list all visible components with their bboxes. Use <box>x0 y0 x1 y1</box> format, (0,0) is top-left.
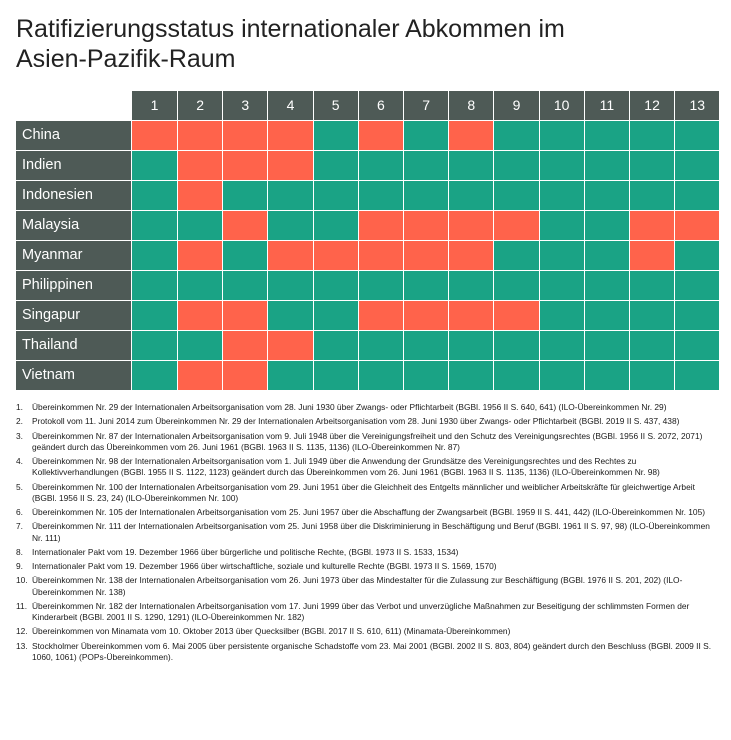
ratification-table <box>16 91 716 391</box>
footnote-item <box>16 416 718 427</box>
status-cell-indonesien-11 <box>585 181 630 211</box>
status-cell-vietnam-6 <box>359 361 404 391</box>
status-cell-philippinen-13 <box>675 271 720 301</box>
header-row <box>16 91 716 121</box>
status-cell-indonesien-7 <box>404 181 449 211</box>
status-cell-thailand-10 <box>540 331 585 361</box>
status-cell-indien-9 <box>494 151 539 181</box>
footnote-item <box>16 456 718 478</box>
footnote-number: 5. <box>16 481 23 492</box>
chart-title <box>16 14 716 74</box>
status-cell-vietnam-9 <box>494 361 539 391</box>
status-cell-malaysia-13 <box>675 211 720 241</box>
column-header-5: 5 <box>314 91 359 121</box>
status-cell-china-8 <box>449 121 494 151</box>
status-cell-thailand-8 <box>449 331 494 361</box>
status-cell-thailand-4 <box>268 331 313 361</box>
footnote-text: Internationaler Pakt vom 19. Dezember 1966 über bürgerliche und politische Rechte, (BGBl. 1973 II S. 1533, 1534) <box>32 546 459 557</box>
status-cell-indien-5 <box>314 151 359 181</box>
status-cell-philippinen-4 <box>268 271 313 301</box>
status-cell-philippinen-11 <box>585 271 630 301</box>
column-header-11: 11 <box>585 91 630 121</box>
footnote-item <box>16 575 718 597</box>
status-cell-malaysia-12 <box>630 211 675 241</box>
status-cell-myanmar-2 <box>178 241 223 271</box>
footnote-text: Protokoll vom 11. Juni 2014 zum Übereinkommen Nr. 29 der Internationalen Arbeitsorganisation vom 28. Juni 1930 über Zwangs- oder Pflichtarbeit (BGBl. 2019 II S. 437, 438) <box>32 416 680 427</box>
footnote-text: Übereinkommen Nr. 111 der Internationalen Arbeitsorganisation vom 25. Juni 1958 über die Diskriminierung in Beschäftigung und Beruf (BGBl. 1961 II S. 97, 98) (ILO-Übereinkommen Nr. 111) <box>32 521 710 543</box>
status-cell-myanmar-13 <box>675 241 720 271</box>
footnote-text: Übereinkommen Nr. 105 der Internationalen Arbeitsorganisation vom 25. Juni 1957 über die Abschaffung der Zwangsarbeit (BGBl. 1959 II S. 441, 442) (ILO-Übereinkommen Nr. 105) <box>32 507 706 518</box>
status-cell-indien-3 <box>223 151 268 181</box>
status-cell-malaysia-3 <box>223 211 268 241</box>
footnote-text: Internationaler Pakt vom 19. Dezember 1966 über wirtschaftliche, soziale und kulturelle Rechte (BGBl. 1973 II S. 1569, 1570) <box>32 561 497 572</box>
footnote-text: Übereinkommen von Minamata vom 10. Oktober 2013 über Quecksilber (BGBl. 2017 II S. 610, 611) (Minamata-Übereinkommen) <box>32 626 511 637</box>
status-cell-china-2 <box>178 121 223 151</box>
status-cell-indien-1 <box>132 151 178 181</box>
status-cell-malaysia-9 <box>494 211 539 241</box>
status-cell-indien-11 <box>585 151 630 181</box>
table-row <box>16 121 716 151</box>
footnote-item <box>16 431 718 453</box>
status-cell-philippinen-9 <box>494 271 539 301</box>
footnote-item <box>16 482 718 504</box>
status-cell-indien-7 <box>404 151 449 181</box>
status-cell-myanmar-5 <box>314 241 359 271</box>
status-cell-vietnam-2 <box>178 361 223 391</box>
status-cell-china-1 <box>132 121 178 151</box>
table-row <box>16 211 716 241</box>
footnote-number: 8. <box>16 546 23 557</box>
row-label-indien: Indien <box>16 151 132 181</box>
footnote-item <box>16 521 718 543</box>
footnote-number: 11. <box>16 600 28 611</box>
status-cell-myanmar-7 <box>404 241 449 271</box>
row-label-indonesien: Indonesien <box>16 181 132 211</box>
status-cell-singapur-8 <box>449 301 494 331</box>
footnote-item <box>16 641 718 663</box>
status-cell-china-12 <box>630 121 675 151</box>
status-cell-vietnam-1 <box>132 361 178 391</box>
status-cell-malaysia-8 <box>449 211 494 241</box>
footnote-number: 6. <box>16 507 23 518</box>
status-cell-singapur-3 <box>223 301 268 331</box>
table-row <box>16 181 716 211</box>
footnote-item <box>16 601 718 623</box>
status-cell-philippinen-10 <box>540 271 585 301</box>
status-cell-thailand-7 <box>404 331 449 361</box>
status-cell-singapur-6 <box>359 301 404 331</box>
footnote-number: 1. <box>16 402 23 412</box>
footnote-text: Übereinkommen Nr. 29 der Internationalen Arbeitsorganisation vom 28. Juni 1930 über Zwangs- oder Pflichtarbeit (BGBl. 1956 II S. 640, 641) (ILO-Übereinkommen Nr. 29) <box>32 402 667 412</box>
status-cell-philippinen-1 <box>132 271 178 301</box>
footnote-number: 2. <box>16 416 23 427</box>
status-cell-vietnam-10 <box>540 361 585 391</box>
footnote-number: 9. <box>16 561 23 572</box>
status-cell-malaysia-2 <box>178 211 223 241</box>
column-header-6: 6 <box>359 91 404 121</box>
status-cell-malaysia-5 <box>314 211 359 241</box>
column-header-7: 7 <box>404 91 449 121</box>
status-cell-vietnam-7 <box>404 361 449 391</box>
status-cell-singapur-9 <box>494 301 539 331</box>
footnote-number: 4. <box>16 456 23 467</box>
status-cell-myanmar-4 <box>268 241 313 271</box>
status-cell-indonesien-2 <box>178 181 223 211</box>
status-cell-myanmar-6 <box>359 241 404 271</box>
status-cell-singapur-7 <box>404 301 449 331</box>
status-cell-indien-2 <box>178 151 223 181</box>
status-cell-singapur-11 <box>585 301 630 331</box>
status-cell-indonesien-1 <box>132 181 178 211</box>
status-cell-malaysia-10 <box>540 211 585 241</box>
column-header-9: 9 <box>494 91 539 121</box>
row-label-china: China <box>16 121 132 151</box>
row-label-philippinen: Philippinen <box>16 271 132 301</box>
footnote-item <box>16 626 718 637</box>
chart-title-line-2: Asien-Pazifik-Raum <box>16 45 236 73</box>
footnote-text: Übereinkommen Nr. 138 der Internationalen Arbeitsorganisation vom 26. Juni 1973 über das Mindestalter für die Zulassung zur Beschäftigung (BGBl. 1976 II S. 201, 202) (ILO-Übereinkommen Nr. 138) <box>32 575 683 597</box>
row-label-vietnam: Vietnam <box>16 361 132 391</box>
status-cell-china-5 <box>314 121 359 151</box>
status-cell-philippinen-8 <box>449 271 494 301</box>
table-row <box>16 301 716 331</box>
row-label-myanmar: Myanmar <box>16 241 132 271</box>
status-cell-malaysia-11 <box>585 211 630 241</box>
status-cell-malaysia-4 <box>268 211 313 241</box>
status-cell-singapur-2 <box>178 301 223 331</box>
status-cell-thailand-6 <box>359 331 404 361</box>
footnote-text: Übereinkommen Nr. 182 der Internationalen Arbeitsorganisation vom 17. Juni 1999 über das Verbot und unverzügliche Maßnahmen zur Beseitigung der schlimmsten Formen der Kinderarbeit (BGBl. 2001 II S. 1290, 1291) (ILO-Übereinkommen Nr. 182) <box>32 600 690 623</box>
table-row <box>16 241 716 271</box>
status-cell-china-13 <box>675 121 720 151</box>
status-cell-china-7 <box>404 121 449 151</box>
status-cell-thailand-9 <box>494 331 539 361</box>
status-cell-myanmar-9 <box>494 241 539 271</box>
status-cell-thailand-13 <box>675 331 720 361</box>
status-cell-singapur-13 <box>675 301 720 331</box>
table-row <box>16 331 716 361</box>
status-cell-malaysia-7 <box>404 211 449 241</box>
status-cell-philippinen-2 <box>178 271 223 301</box>
status-cell-myanmar-11 <box>585 241 630 271</box>
status-cell-myanmar-3 <box>223 241 268 271</box>
status-cell-philippinen-7 <box>404 271 449 301</box>
status-cell-myanmar-12 <box>630 241 675 271</box>
status-cell-philippinen-5 <box>314 271 359 301</box>
footnote-text: Übereinkommen Nr. 100 der Internationalen Arbeitsorganisation vom 29. Juni 1951 über die Gleichheit des Entgelts männlicher und weiblicher Arbeitskräfte für gleichwertige Arbeit (BGBl. 1956 II S. 23, 24) (ILO-Übereinkommen Nr. 100) <box>32 481 695 503</box>
column-header-12: 12 <box>630 91 675 121</box>
footnote-item <box>16 507 718 518</box>
status-cell-vietnam-11 <box>585 361 630 391</box>
column-header-1: 1 <box>132 91 178 121</box>
header-corner <box>16 91 132 121</box>
status-cell-indonesien-3 <box>223 181 268 211</box>
status-cell-malaysia-1 <box>132 211 178 241</box>
status-cell-indonesien-9 <box>494 181 539 211</box>
status-cell-myanmar-8 <box>449 241 494 271</box>
status-cell-vietnam-12 <box>630 361 675 391</box>
status-cell-singapur-1 <box>132 301 178 331</box>
status-cell-singapur-5 <box>314 301 359 331</box>
status-cell-indien-13 <box>675 151 720 181</box>
table-row <box>16 151 716 181</box>
status-cell-vietnam-4 <box>268 361 313 391</box>
status-cell-indonesien-6 <box>359 181 404 211</box>
column-header-13: 13 <box>675 91 720 121</box>
status-cell-vietnam-3 <box>223 361 268 391</box>
status-cell-thailand-2 <box>178 331 223 361</box>
footnotes-list <box>16 402 718 666</box>
status-cell-indien-4 <box>268 151 313 181</box>
status-cell-vietnam-8 <box>449 361 494 391</box>
status-cell-china-3 <box>223 121 268 151</box>
footnote-number: 10. <box>16 575 28 586</box>
status-cell-vietnam-13 <box>675 361 720 391</box>
status-cell-philippinen-3 <box>223 271 268 301</box>
column-header-8: 8 <box>449 91 494 121</box>
footnote-text: Übereinkommen Nr. 98 der Internationalen Arbeitsorganisation vom 1. Juli 1949 über die Anwendung der Grundsätze des Vereinigungsrechtes und des Rechtes zu Kollektivverhandlungen (BGBl. 1955 II S. 1122, 1123) geändert durch das Übereinkommen vom 26. Juni 1961 (BGBl. 1963 II S. 1135, 1136) (ILO-Übereinkommen Nr. 98) <box>32 456 660 478</box>
status-cell-malaysia-6 <box>359 211 404 241</box>
status-cell-china-9 <box>494 121 539 151</box>
status-cell-myanmar-10 <box>540 241 585 271</box>
status-cell-philippinen-12 <box>630 271 675 301</box>
footnote-text: Stockholmer Übereinkommen vom 6. Mai 2005 über persistente organische Schadstoffe vom 23. Mai 2001 (BGBl. 2002 II S. 803, 804) geändert durch den Beschluss (BGBl. 2009 II S. 1060, 1061) (POPs-Übereinkommen). <box>32 640 712 662</box>
status-cell-philippinen-6 <box>359 271 404 301</box>
footnote-item <box>16 561 718 572</box>
row-label-thailand: Thailand <box>16 331 132 361</box>
status-cell-thailand-1 <box>132 331 178 361</box>
footnote-number: 7. <box>16 521 23 532</box>
chart-title-line-1: Ratifizierungsstatus internationaler Abkommen im <box>16 15 565 43</box>
status-cell-singapur-12 <box>630 301 675 331</box>
row-label-malaysia: Malaysia <box>16 211 132 241</box>
status-cell-thailand-3 <box>223 331 268 361</box>
footnote-text: Übereinkommen Nr. 87 der Internationalen Arbeitsorganisation vom 9. Juli 1948 über die Vereinigungsfreiheit und den Schutz des Vereinigungsrechtes (BGBl. 1956 II S. 2072, 2071) geändert durch das Übereinkommen vom 26. Juni 1961 (BGBl. 1963 II S. 1135, 1136) (ILO-Übereinkommen Nr. 87) <box>32 430 703 452</box>
table-row <box>16 271 716 301</box>
status-cell-thailand-5 <box>314 331 359 361</box>
status-cell-indonesien-12 <box>630 181 675 211</box>
column-header-2: 2 <box>178 91 223 121</box>
footnote-item <box>16 547 718 558</box>
status-cell-indonesien-8 <box>449 181 494 211</box>
row-label-singapur: Singapur <box>16 301 132 331</box>
status-cell-indien-10 <box>540 151 585 181</box>
column-header-10: 10 <box>540 91 585 121</box>
status-cell-china-4 <box>268 121 313 151</box>
footnote-number: 12. <box>16 626 28 637</box>
status-cell-indien-6 <box>359 151 404 181</box>
status-cell-indonesien-10 <box>540 181 585 211</box>
column-header-4: 4 <box>268 91 313 121</box>
status-cell-china-11 <box>585 121 630 151</box>
status-cell-thailand-12 <box>630 331 675 361</box>
status-cell-myanmar-1 <box>132 241 178 271</box>
status-cell-vietnam-5 <box>314 361 359 391</box>
status-cell-indien-8 <box>449 151 494 181</box>
footnote-number: 13. <box>16 640 28 651</box>
status-cell-indonesien-13 <box>675 181 720 211</box>
status-cell-china-6 <box>359 121 404 151</box>
status-cell-indien-12 <box>630 151 675 181</box>
status-cell-indonesien-5 <box>314 181 359 211</box>
status-cell-indonesien-4 <box>268 181 313 211</box>
table-row <box>16 361 716 391</box>
column-header-3: 3 <box>223 91 268 121</box>
footnote-number: 3. <box>16 430 23 441</box>
status-cell-singapur-4 <box>268 301 313 331</box>
status-cell-singapur-10 <box>540 301 585 331</box>
status-cell-china-10 <box>540 121 585 151</box>
footnote-item <box>16 402 718 413</box>
status-cell-thailand-11 <box>585 331 630 361</box>
